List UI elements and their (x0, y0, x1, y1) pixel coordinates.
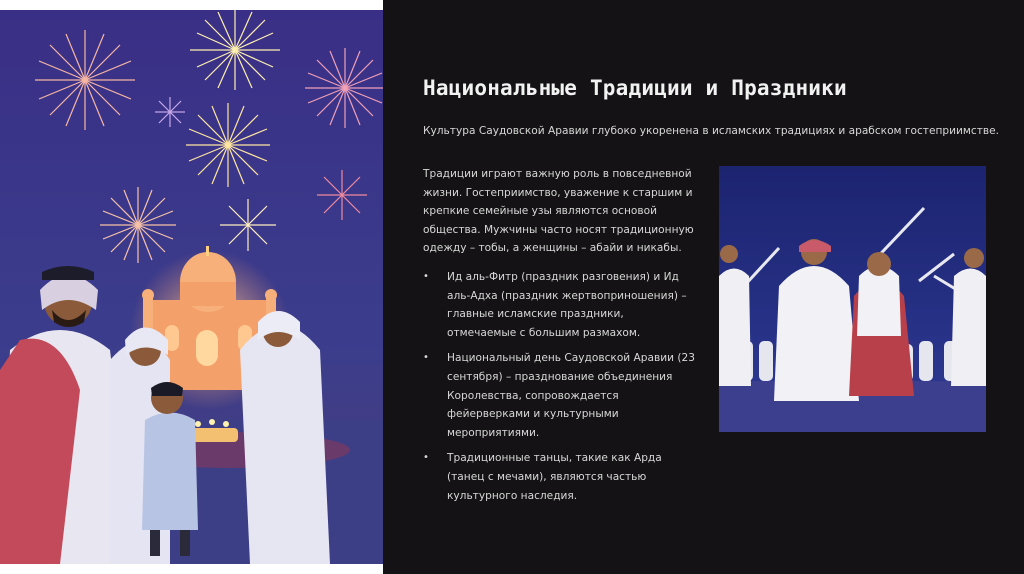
list-item (423, 349, 695, 442)
bullet-icon: • (423, 452, 429, 464)
list-item-text: Национальный день Саудовской Аравии (23 сентября) – празднование объединения Королевства, сопровождается фейерверками и культурными мероприятиями. (447, 352, 696, 439)
woman-figure-right (240, 311, 330, 564)
holiday-list (423, 268, 695, 505)
intro-text: Культура Саудовской Аравии глубоко укоренена в исламских традициях и арабском гостеприимстве. (423, 125, 1000, 137)
list-item-text: Традиционные танцы, такие как Арда (танец с мечами), являются частью культурного наследия. (447, 452, 662, 502)
bullet-icon: • (423, 270, 429, 282)
sword-dance-image (719, 166, 986, 432)
sword-dance-illustration (719, 166, 986, 432)
list-item (423, 268, 695, 342)
content-panel (383, 0, 1024, 574)
list-item (423, 449, 695, 505)
content-text (423, 165, 695, 512)
bullet-icon: • (423, 352, 429, 364)
list-item-text: Ид аль-Фитр (праздник разговения) и Ид аль-Адха (праздник жертвоприношения) – главные исламские праздники, отмечаемые с большим размахом. (447, 270, 687, 339)
celebration-illustration (0, 10, 383, 564)
celebration-image (0, 10, 383, 564)
slide-title: Национальные Традиции и Праздники (423, 76, 847, 100)
traditions-paragraph: Традиции играют важную роль в повседневной жизни. Гостеприимство, уважение к старшим и крепкие семейные узы являются основой общества. Мужчины часто носят традиционную одежду – тобы, а женщины – абайи и никабы. (423, 168, 694, 255)
